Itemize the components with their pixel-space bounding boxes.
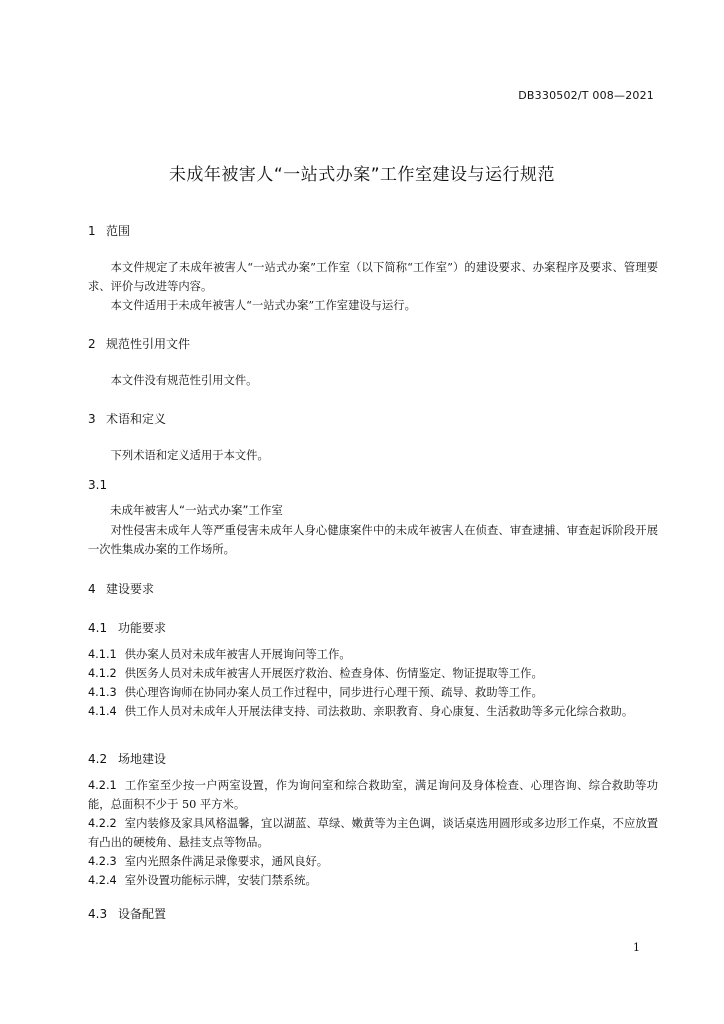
item-number: 4.1.1: [88, 648, 117, 661]
subsection-number: 4.2: [88, 752, 108, 766]
item-number: 4.1.3: [88, 686, 117, 699]
section-title: 术语和定义: [106, 412, 167, 426]
subsection-number: 4.1: [88, 621, 108, 635]
item-number: 4.1.4: [88, 705, 117, 718]
subsection-heading-4-3: [88, 905, 166, 922]
subsection-title: 设备配置: [118, 907, 167, 921]
item-number: 4.2.1: [88, 779, 117, 792]
subsection-heading-4-1: [88, 619, 166, 636]
item-text: 供工作人员对未成年人开展法律支持、司法救助、亲职教育、身心康复、生活救助等多元化综合救助。: [124, 705, 634, 718]
document-code: DB330502/T 008—2021: [518, 89, 654, 102]
section-number: 3: [88, 412, 96, 426]
list-item: [88, 871, 658, 890]
section-heading-3: [88, 410, 166, 427]
item-text: 室外设置功能标示牌，安装门禁系统。: [124, 874, 317, 887]
subsection-heading-4-2: [88, 750, 166, 767]
item-text: 供办案人员对未成年被害人开展询问等工作。: [124, 648, 351, 661]
paragraph: 下列术语和定义适用于本文件。: [110, 449, 269, 462]
term-name: 未成年被害人“一站式办案”工作室: [110, 503, 283, 517]
item-number: 4.2.2: [88, 817, 117, 830]
section-number: 4: [88, 582, 96, 596]
list-item: [88, 852, 658, 871]
item-number: 4.2.3: [88, 855, 117, 868]
item-number: 4.1.2: [88, 667, 117, 680]
paragraph: 本文件规定了未成年被害人“一站式办案”工作室（以下简称“工作室”）的建设要求、办案程序及要求、管理要求、评价与改进等内容。: [88, 261, 658, 293]
subsection-number: 4.3: [88, 907, 108, 921]
section-heading-2: [88, 335, 190, 352]
subsection-number: 3.1: [88, 478, 108, 492]
item-number: 4.2.4: [88, 874, 117, 887]
item-text: 室内装修及家具风格温馨，宜以湖蓝、草绿、嫩黄等为主色调，谈话桌选用圆形或多边形工作桌，不应放置有凸出的硬棱角、悬挂支点等物品。: [88, 817, 658, 849]
section-heading-4: [88, 580, 154, 597]
page-number: 1: [633, 941, 640, 954]
list-item: [88, 645, 658, 664]
list-item: [88, 683, 658, 702]
section-number: 1: [88, 224, 96, 238]
section-heading-1: [88, 222, 130, 239]
list-item: [88, 776, 658, 814]
item-text: 室内光照条件满足录像要求，通风良好。: [124, 855, 329, 868]
subsection-title: 功能要求: [118, 621, 167, 635]
list-item: [88, 664, 658, 683]
section-title: 规范性引用文件: [106, 337, 191, 351]
subsection-title: 场地建设: [118, 752, 167, 766]
section-title: 建设要求: [106, 582, 155, 596]
item-text: 供心理咨询师在协同办案人员工作过程中，同步进行心理干预、疏导、救助等工作。: [124, 686, 543, 699]
list-item: [88, 814, 658, 852]
section-title: 范围: [106, 224, 131, 238]
paragraph: 本文件适用于未成年被害人“一站式办案”工作室建设与运行。: [110, 299, 416, 312]
paragraph: 本文件没有规范性引用文件。: [110, 374, 258, 387]
term-definition: 对性侵害未成年人等严重侵害未成年人身心健康案件中的未成年被害人在侦查、审查逮捕、审查起诉阶段开展一次性集成办案的工作场所。: [88, 524, 658, 556]
item-text: 工作室至少按一户两室设置，作为询问室和综合救助室，满足询问及身体检查、心理咨询、综合救助等功能，总面积不少于 50 平方米。: [88, 779, 658, 811]
document-title: 未成年被害人“一站式办案”工作室建设与运行规范: [168, 165, 556, 185]
item-text: 供医务人员对未成年被害人开展医疗救治、检查身体、伤情鉴定、物证提取等工作。: [124, 667, 543, 680]
section-number: 2: [88, 337, 96, 351]
list-item: [88, 702, 658, 721]
